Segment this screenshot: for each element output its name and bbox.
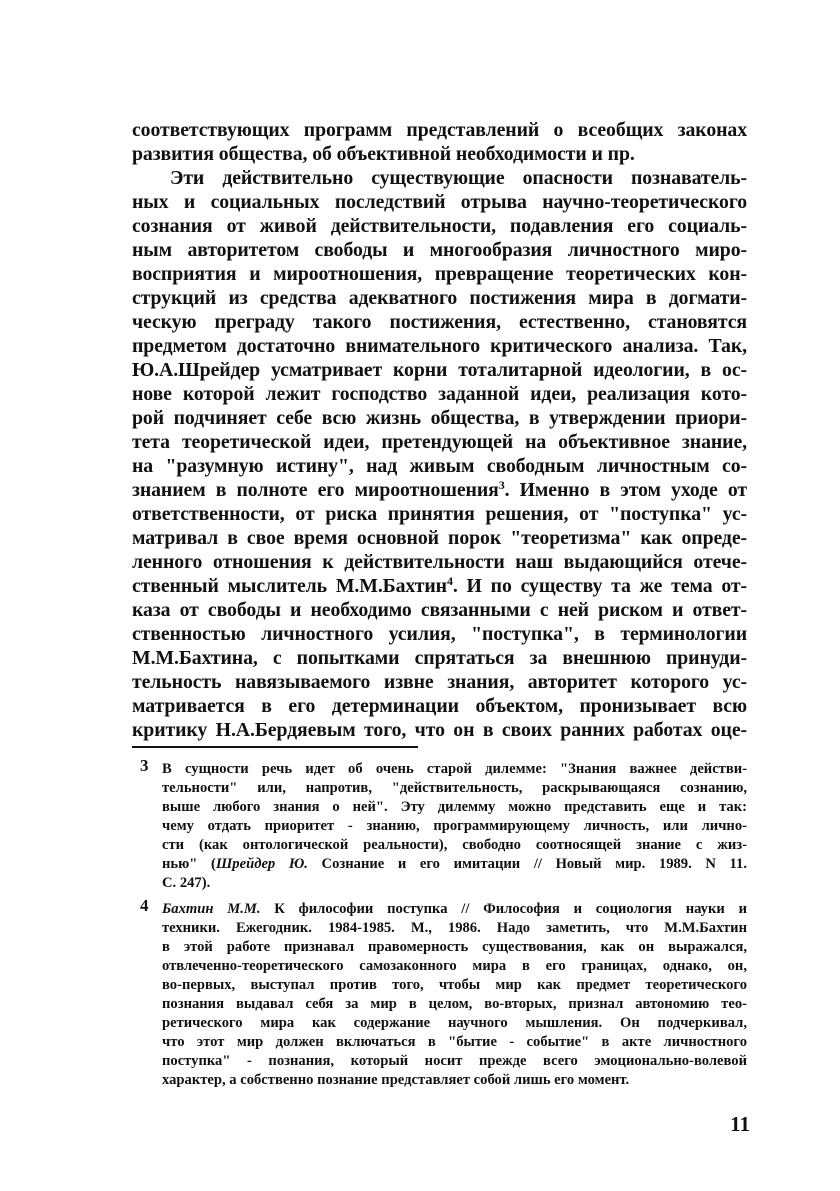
text-segment: Сознание и его имитации // Новый мир. 1989. N 11. bbox=[307, 856, 747, 872]
text-line: сознания от живой действительности, подавления его социаль- bbox=[132, 215, 747, 237]
text-line: ственностью личностного усилия, "поступка", в терминологии bbox=[132, 623, 747, 645]
footnote-line: С. 247). bbox=[162, 875, 211, 891]
text-line: ным авторитетом свободы и многообразия личностного миро- bbox=[132, 239, 747, 261]
text-line: ческую преграду такого постижения, естественно, становятся bbox=[132, 311, 747, 333]
footnote-line: поступка" - познания, который носит прежде всего эмоционально-волевой bbox=[162, 1053, 747, 1069]
footnote-mark: 4 bbox=[140, 896, 149, 915]
citation-author: Бахтин М.М. bbox=[162, 901, 261, 917]
footnote-line: характер, а собственно познание представляет собой лишь его момент. bbox=[162, 1072, 630, 1088]
text-segment: . Именно в этом уходе от bbox=[504, 479, 747, 501]
text-line: тельность навязываемого извне знания, авторитет которого ус- bbox=[132, 671, 747, 693]
footnote-line: в этой работе признавал правомерность существования, как он выражался, bbox=[162, 939, 747, 955]
footnote-line: ретического мира как содержание научного мышления. Он подчеркивал, bbox=[162, 1015, 747, 1031]
footnote-line: сти (как онтологической реальности), свободно соотносящей знание с жиз- bbox=[162, 837, 747, 853]
text-line: струкций из средства адекватного постижения мира в догмати- bbox=[132, 287, 747, 309]
text-line: М.М.Бахтина, с попытками спрятаться за внешнюю принуди- bbox=[132, 647, 747, 669]
text-line: матривается в его детерминации объектом, пронизывает всю bbox=[132, 695, 747, 717]
text-segment: знанием в полноте его мироотношения bbox=[132, 479, 499, 501]
footnote-line: чему отдать приоритет - знанию, программирующему личность, или лично- bbox=[162, 818, 747, 834]
text-line: ных и социальных последствий отрыва научно-теоретического bbox=[132, 191, 747, 213]
text-segment: . И по существу та же тема от- bbox=[452, 575, 747, 597]
text-line: тета теоретической идеи, претендующей на объективное знание, bbox=[132, 431, 747, 453]
text-line bbox=[132, 574, 747, 598]
text-line: ответственности, от риска принятия решения, от "поступка" ус- bbox=[132, 503, 747, 525]
text-line: матривал в свое время основной порок "теоретизма" как опреде- bbox=[132, 527, 747, 549]
footnote-line bbox=[162, 900, 747, 919]
text-line: критику Н.А.Бердяевым того, что он в своих ранних работах оце- bbox=[132, 719, 747, 741]
text-line: соответствующих программ представлений о всеобщих законах bbox=[132, 119, 747, 141]
footnote-line: во-первых, выступал против того, чтобы мир как предмет теоретического bbox=[162, 977, 747, 993]
text-line: Ю.А.Шрейдер усматривает корни тоталитарной идеологии, в ос- bbox=[132, 359, 747, 381]
footnote-rule bbox=[132, 746, 418, 748]
footnote-line: техники. Ежегодник. 1984-1985. М., 1986. Надо заметить, что М.М.Бахтин bbox=[162, 920, 747, 936]
footnote-ref: 3 bbox=[498, 478, 505, 492]
page-number: 11 bbox=[730, 1112, 750, 1136]
text-line: предметом достаточно внимательного критического анализа. Так, bbox=[132, 335, 747, 357]
text-line: развития общества, об объективной необходимости и пр. bbox=[132, 143, 635, 165]
text-line: каза от свободы и необходимо связанными с ней риском и ответ- bbox=[132, 599, 747, 621]
text-line: нове которой лежит господство заданной идеи, реализация кото- bbox=[132, 383, 747, 405]
footnote-line: выше любого знания о ней". Эту дилемму можно представить еще и так: bbox=[162, 799, 747, 815]
text-line: рой подчиняет себе всю жизнь общества, в утверждении приори- bbox=[132, 407, 747, 429]
footnote-line: В сущности речь идет об очень старой дилемме: "Знания важнее действи- bbox=[162, 761, 747, 777]
text-line: Эти действительно существующие опасности познаватель- bbox=[170, 167, 747, 189]
text-line bbox=[132, 478, 747, 502]
footnote-ref: 4 bbox=[446, 574, 453, 588]
footnote-line bbox=[162, 855, 747, 874]
footnote-mark: 3 bbox=[140, 756, 149, 775]
footnote-line: познания выдавал себя за мир в целом, во-вторых, признал автономию тео- bbox=[162, 996, 747, 1012]
footnote-line: что этот мир должен включаться в "бытие - событие" в акте личностного bbox=[162, 1034, 747, 1050]
footnote-line: отвлеченно-теоретического самозаконного мира в его границах, однако, он, bbox=[162, 958, 747, 974]
text-line: на "разумную истину", над живым свободным личностным со- bbox=[132, 455, 747, 477]
text-segment: К философии поступка // Философия и социология науки и bbox=[260, 901, 747, 917]
text-line: восприятия и мироотношения, превращение теоретических кон- bbox=[132, 263, 747, 285]
text-segment: нью" ( bbox=[162, 856, 216, 872]
footnote-line: тельности" или, напротив, "действительность, раскрывающаяся сознанию, bbox=[162, 780, 747, 796]
text-line: ленного отношения к действительности наш выдающийся отече- bbox=[132, 551, 747, 573]
text-segment: ственный мыслитель М.М.Бахтин bbox=[132, 575, 447, 597]
citation-author: Шрейдер Ю. bbox=[215, 856, 308, 872]
